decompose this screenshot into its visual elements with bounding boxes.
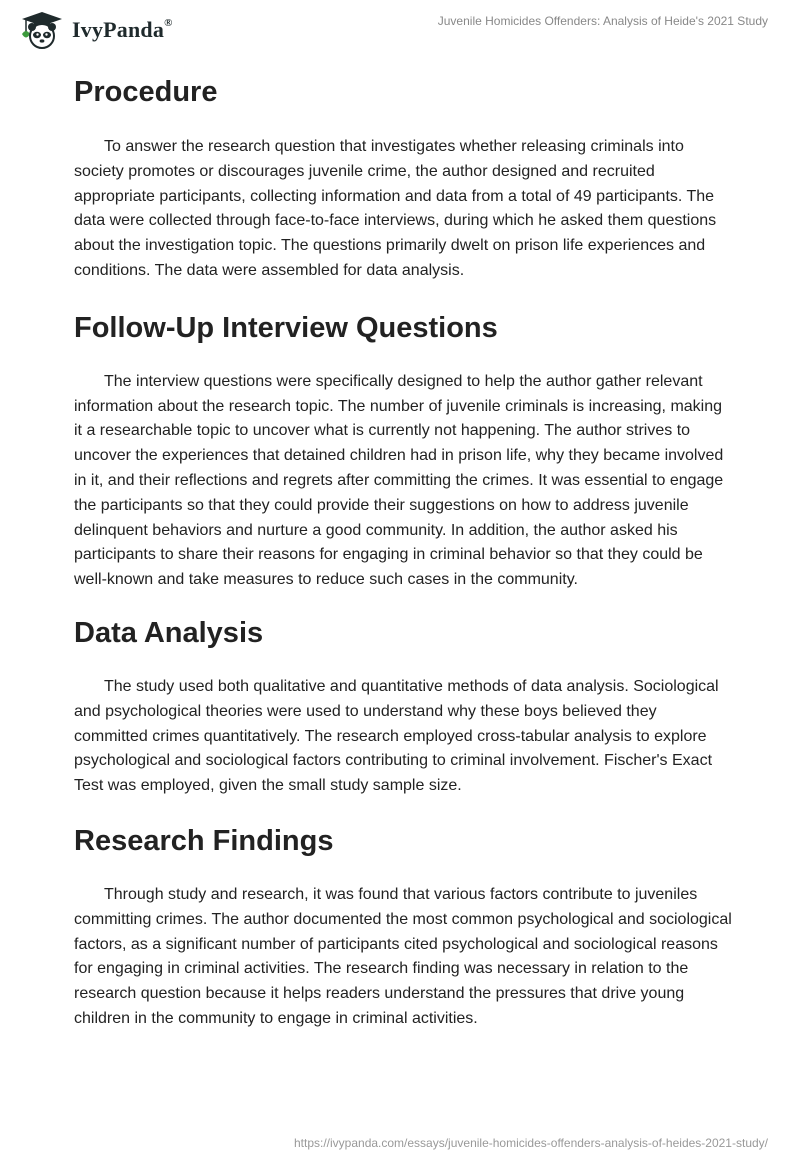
section-body-data-analysis: The study used both qualitative and quantitative methods of data analysis. Sociological and psychological theories were used to understand why these boys believed they committed crimes quantitatively. The research employed cross-tabular analysis to explore psychological and sociological factors contributing to criminal involvement. Fischer's Exact Test was employed, given the small study sample size. <box>74 677 719 795</box>
ivypanda-logo[interactable] <box>14 10 173 50</box>
source-url[interactable]: https://ivypanda.com/essays/juvenile-homicides-offenders-analysis-of-heides-2021-study/ <box>293 1136 768 1150</box>
section-heading-data-analysis: Data Analysis <box>74 616 264 649</box>
section-body-research-findings: Through study and research, it was found that various factors contribute to juveniles committing crimes. The author documented the most common psychological and sociological factors, as a significant number of participants cited psychological and sociological reasons for engaging in criminal activities. The research finding was necessary in relation to the research question because it helps readers understand the pressures that drive young children in the community to engage in criminal activities. <box>74 885 732 1027</box>
page-header <box>0 0 800 60</box>
logo-wordmark: IvyPanda® <box>72 16 173 42</box>
document-title: Juvenile Homicides Offenders: Analysis of Heide's 2021 Study <box>437 14 768 28</box>
section-heading-procedure: Procedure <box>74 76 218 108</box>
article-content <box>74 68 734 1032</box>
section-heading-research-findings: Research Findings <box>74 824 334 857</box>
panda-graduate-icon <box>14 10 70 50</box>
section-body-follow-up-interview-questions: The interview questions were specifically designed to help the author gather relevant information about the research topic. The number of juvenile criminals is increasing, making it a researchable topic to uncover what is currently not happening. The author strives to uncover the experiences that detained children had in prison life, why they became involved in it, and their reflections and regrets after committing the crimes. It was essential to engage the participants so that they could provide their suggestions on how to address juvenile delinquent behaviors and nurture a good community. In addition, the author asked his participants to share their reasons for engaging in criminal behavior so that they could be well-known and take measures to reduce such cases in the community. <box>74 372 724 589</box>
section-heading-follow-up-interview-questions: Follow-Up Interview Questions <box>74 311 498 344</box>
section-body-procedure: To answer the research question that investigates whether releasing criminals into society promotes or discourages juvenile crime, the author designed and recruited appropriate participants, collecting information and data from a total of 49 participants. The data were collected through face-to-face interviews, during which he asked them questions about the investigation topic. The questions primarily dwelt on prison life experiences and conditions. The data were assembled for data analysis. <box>74 138 717 279</box>
